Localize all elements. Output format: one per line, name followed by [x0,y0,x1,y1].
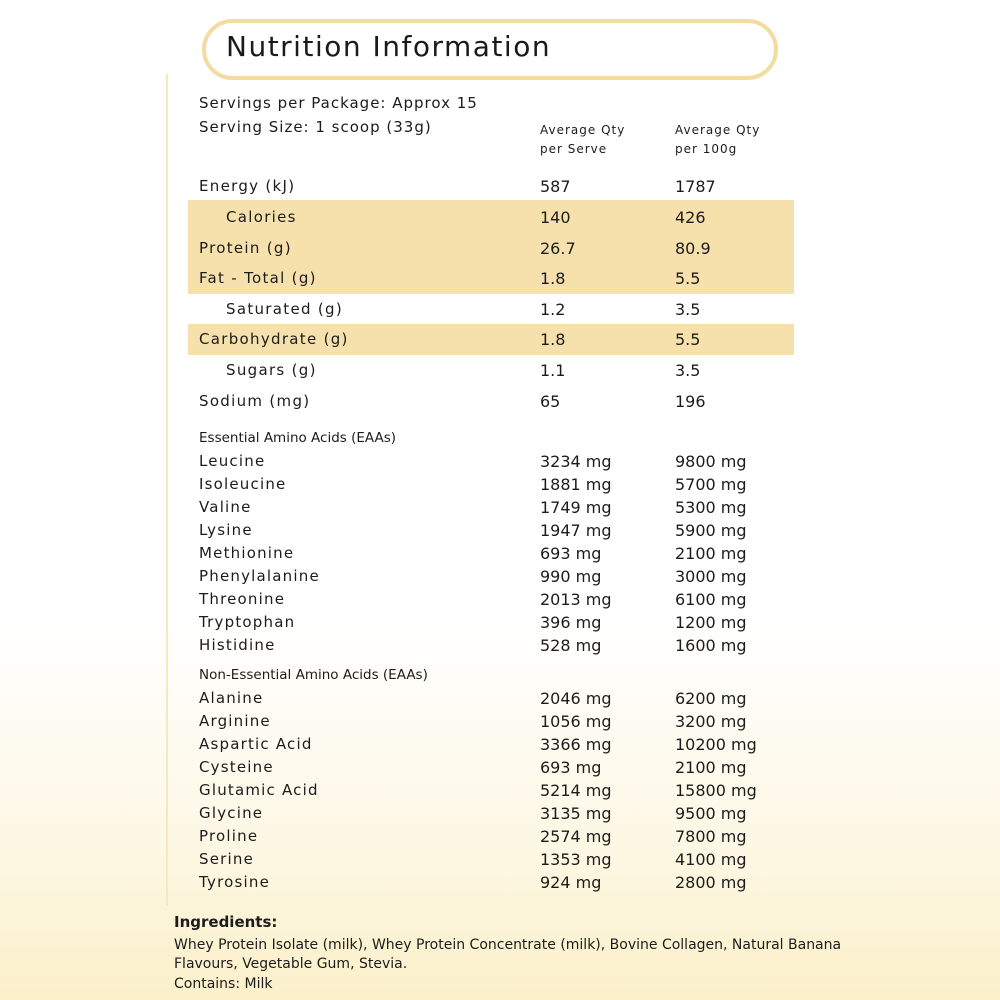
per-serve-value: 26.7 [540,239,576,258]
per-serve-value: 1749 mg [540,498,612,517]
amino-label: Tryptophan [199,613,296,631]
amino-label: Cysteine [199,758,274,776]
per-serve-value: 1947 mg [540,521,612,540]
column-header-per-serve: Average Qty per Serve [540,123,626,156]
per-100g-value: 5.5 [675,330,701,349]
page-title: Nutrition Information [226,30,552,63]
per-100g-value: 1600 mg [675,636,747,655]
amino-label: Histidine [199,636,276,654]
per-serve-value: 396 mg [540,613,602,632]
per-100g-value: 9800 mg [675,452,747,471]
per-100g-value: 2800 mg [675,873,747,892]
amino-label: Proline [199,827,259,845]
per-100g-value: 196 [675,392,706,411]
amino-label: Threonine [199,590,286,608]
essential-amino-acids-heading: Essential Amino Acids (EAAs) [199,430,397,446]
per-100g-value: 3.5 [675,300,701,319]
per-100g-value: 80.9 [675,239,711,258]
amino-label: Valine [199,498,252,516]
per-100g-value: 1787 [675,177,716,196]
per-serve-value: 1.8 [540,330,566,349]
amino-label: Tyrosine [199,873,271,891]
per-serve-value: 924 mg [540,873,602,892]
per-100g-value: 5900 mg [675,521,747,540]
amino-label: Alanine [199,689,264,707]
per-100g-value: 1200 mg [675,613,747,632]
nutrient-label: Carbohydrate (g) [199,330,349,348]
per-serve-value: 3366 mg [540,735,612,754]
per-serve-value: 1881 mg [540,475,612,494]
per-100g-value: 7800 mg [675,827,747,846]
nutrient-label: Fat - Total (g) [199,269,317,287]
per-100g-value: 3200 mg [675,712,747,731]
per-serve-value: 2046 mg [540,689,612,708]
per-serve-value: 587 [540,177,571,196]
per-serve-value: 1.2 [540,300,566,319]
per-100g-value: 426 [675,208,706,227]
per-serve-value: 3135 mg [540,804,612,823]
per-100g-value: 2100 mg [675,758,747,777]
amino-label: Serine [199,850,255,868]
nutrient-label: Energy (kJ) [199,177,296,195]
per-100g-value: 3000 mg [675,567,747,586]
per-serve-value: 693 mg [540,758,602,777]
non-essential-amino-acids-heading: Non-Essential Amino Acids (EAAs) [199,667,428,683]
per-100g-value: 5300 mg [675,498,747,517]
ingredients-heading: Ingredients: [174,913,278,931]
nutrient-label: Sodium (mg) [199,392,311,410]
per-100g-value: 5700 mg [675,475,747,494]
per-serve-value: 65 [540,392,561,411]
servings-per-package: Servings per Package: Approx 15 [199,94,478,112]
per-serve-value: 1.8 [540,269,566,288]
per-100g-value: 2100 mg [675,544,747,563]
per-serve-value: 1353 mg [540,850,612,869]
amino-label: Glycine [199,804,264,822]
nutrient-label: Sugars (g) [226,361,317,379]
per-serve-value: 1.1 [540,361,566,380]
amino-label: Arginine [199,712,271,730]
per-serve-value: 2574 mg [540,827,612,846]
per-serve-value: 693 mg [540,544,602,563]
nutrient-label: Protein (g) [199,239,292,257]
column-header-per-100g: Average Qty per 100g [675,123,761,156]
amino-label: Phenylalanine [199,567,320,585]
per-100g-value: 6100 mg [675,590,747,609]
per-serve-value: 990 mg [540,567,602,586]
per-100g-value: 4100 mg [675,850,747,869]
per-100g-value: 6200 mg [675,689,747,708]
per-serve-value: 3234 mg [540,452,612,471]
per-serve-value: 1056 mg [540,712,612,731]
per-serve-value: 2013 mg [540,590,612,609]
per-100g-value: 10200 mg [675,735,757,754]
amino-label: Methionine [199,544,295,562]
amino-label: Leucine [199,452,266,470]
decorative-divider [166,74,168,906]
nutrient-label: Calories [226,208,297,226]
per-100g-value: 9500 mg [675,804,747,823]
per-serve-value: 528 mg [540,636,602,655]
per-100g-value: 15800 mg [675,781,757,800]
amino-label: Aspartic Acid [199,735,313,753]
per-serve-value: 140 [540,208,571,227]
per-100g-value: 5.5 [675,269,701,288]
amino-label: Lysine [199,521,253,539]
nutrient-label: Saturated (g) [226,300,343,318]
per-100g-value: 3.5 [675,361,701,380]
amino-label: Isoleucine [199,475,287,493]
allergen-statement: Contains: Milk [174,976,273,992]
ingredients-list: Whey Protein Isolate (milk), Whey Protein Concentrate (milk), Bovine Collagen, Natural Banana Flavours, Vegetable Gum, Stevia. [174,937,842,972]
per-serve-value: 5214 mg [540,781,612,800]
amino-label: Glutamic Acid [199,781,319,799]
serving-size: Serving Size: 1 scoop (33g) [199,118,432,136]
